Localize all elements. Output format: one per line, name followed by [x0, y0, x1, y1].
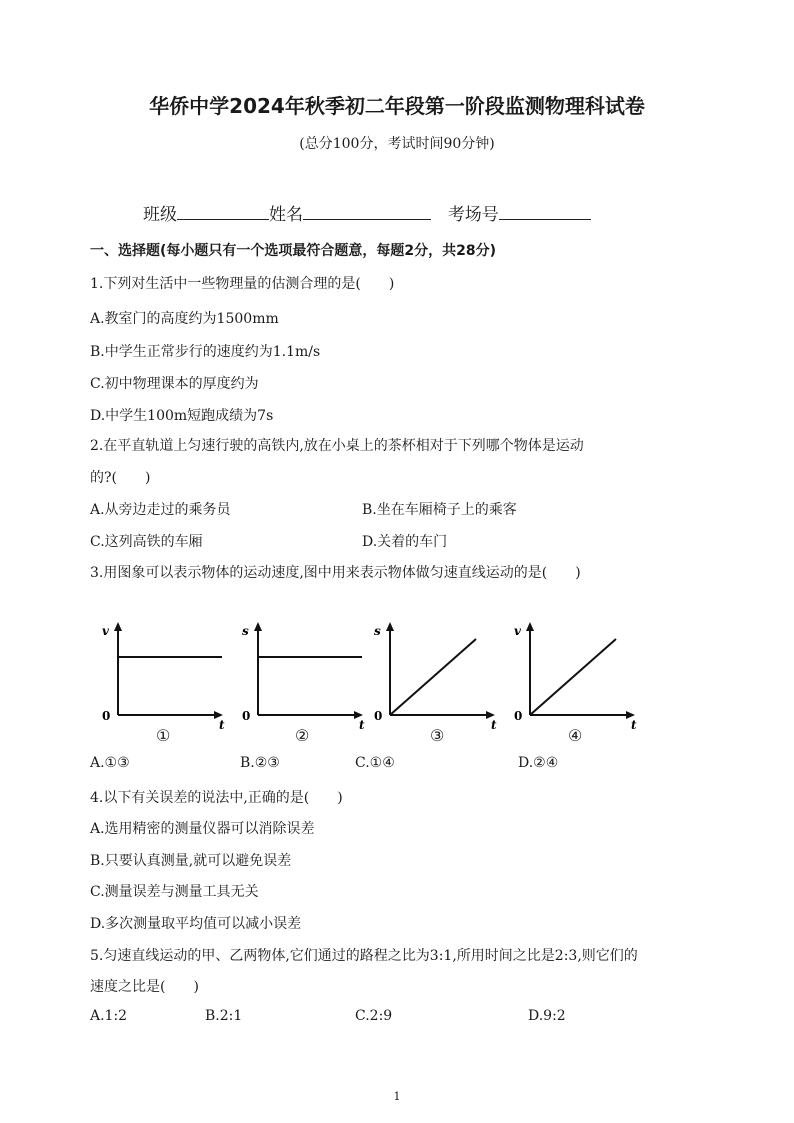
- section-heading: 一、选择题(每小题只有一个选项最符合题意，每题2分，共28分): [90, 243, 497, 259]
- graph-number-2: ②: [295, 726, 310, 745]
- q2-option-d: D.关着的车门: [362, 534, 448, 550]
- origin-label: 0: [242, 709, 251, 723]
- q3-option-a: A.①③: [90, 755, 130, 771]
- q2-option-c: C.这列高铁的车厢: [90, 534, 203, 550]
- q2-option-a: A.从旁边走过的乘务员: [90, 502, 231, 518]
- q5-stem-line1: 5.匀速直线运动的甲、乙两物体,它们通过的路程之比为3:1,所用时间之比是2:3,则它们的: [90, 948, 638, 964]
- q2-stem-line1: 2.在平直轨道上匀速行驶的高铁内,放在小桌上的茶杯相对于下列哪个物体是运动: [90, 438, 584, 454]
- q1-option-d: D.中学生100m短跑成绩为7s: [90, 408, 274, 424]
- origin-label: 0: [514, 709, 523, 723]
- y-axis-label: v: [102, 624, 109, 638]
- q3-option-d: D.②④: [518, 755, 559, 771]
- q4-option-c: C.测量误差与测量工具无关: [90, 884, 259, 900]
- graph-4: [510, 615, 640, 735]
- x-axis-label: t: [631, 718, 637, 732]
- student-info-row: [143, 200, 591, 225]
- room-label: 考场号: [447, 205, 499, 225]
- q3-stem: 3.用图象可以表示物体的运动速度,图中用来表示物体做匀速直线运动的是( ): [90, 565, 581, 581]
- y-axis-arrow: [386, 622, 394, 631]
- y-axis-label: s: [242, 624, 249, 638]
- q5-stem-line2: 速度之比是( ): [90, 979, 199, 995]
- room-blank[interactable]: [499, 203, 591, 220]
- origin-label: 0: [102, 709, 111, 723]
- name-blank[interactable]: [303, 203, 431, 220]
- q5-option-d: D.9:2: [528, 1008, 566, 1024]
- q5-option-c: C.2:9: [355, 1008, 393, 1024]
- q4-stem: 4.以下有关误差的说法中,正确的是( ): [90, 790, 343, 806]
- x-axis-label: t: [359, 718, 365, 732]
- y-axis-arrow: [254, 622, 262, 631]
- y-axis-arrow: [114, 622, 122, 631]
- q4-option-d: D.多次测量取平均值可以减小误差: [90, 916, 302, 932]
- x-axis-label: t: [491, 718, 497, 732]
- graph-line: [530, 639, 616, 715]
- graph-number-4: ④: [568, 726, 583, 745]
- x-axis-label: t: [219, 718, 225, 732]
- graph-1: [98, 615, 228, 735]
- name-label: 姓名: [269, 205, 303, 225]
- graph-3: [370, 615, 500, 735]
- graph-number-3: ③: [430, 726, 445, 745]
- graph-line: [390, 639, 476, 715]
- graph-number-1: ①: [156, 726, 171, 745]
- exam-subtitle: (总分100分，考试时间90分钟): [299, 136, 495, 152]
- q1-stem: 1.下列对生活中一些物理量的估测合理的是( ): [90, 276, 395, 292]
- q3-option-c: C.①④: [355, 755, 395, 771]
- q4-option-b: B.只要认真测量,就可以避免误差: [90, 853, 292, 869]
- y-axis-arrow: [526, 622, 534, 631]
- exam-title: 华侨中学2024年秋季初二年段第一阶段监测物理科试卷: [149, 94, 645, 118]
- q3-option-b: B.②③: [240, 755, 280, 771]
- y-axis-label: v: [514, 624, 521, 638]
- class-blank[interactable]: [177, 203, 269, 220]
- origin-label: 0: [374, 709, 383, 723]
- q2-stem-line2: 的?( ): [90, 470, 151, 486]
- class-label: 班级: [143, 205, 177, 225]
- q5-option-b: B.2:1: [205, 1008, 243, 1024]
- y-axis-label: s: [374, 624, 381, 638]
- q2-option-b: B.坐在车厢椅子上的乘客: [362, 502, 517, 518]
- q1-option-b: B.中学生正常步行的速度约为1.1m/s: [90, 344, 321, 360]
- q5-option-a: A.1:2: [90, 1008, 128, 1024]
- q1-option-a: A.教室门的高度约为1500mm: [90, 311, 279, 327]
- graph-2: [238, 615, 368, 735]
- q1-option-c: C.初中物理课本的厚度约为: [90, 376, 259, 392]
- page-number: 1: [393, 1090, 401, 1103]
- q4-option-a: A.选用精密的测量仪器可以消除误差: [90, 821, 315, 837]
